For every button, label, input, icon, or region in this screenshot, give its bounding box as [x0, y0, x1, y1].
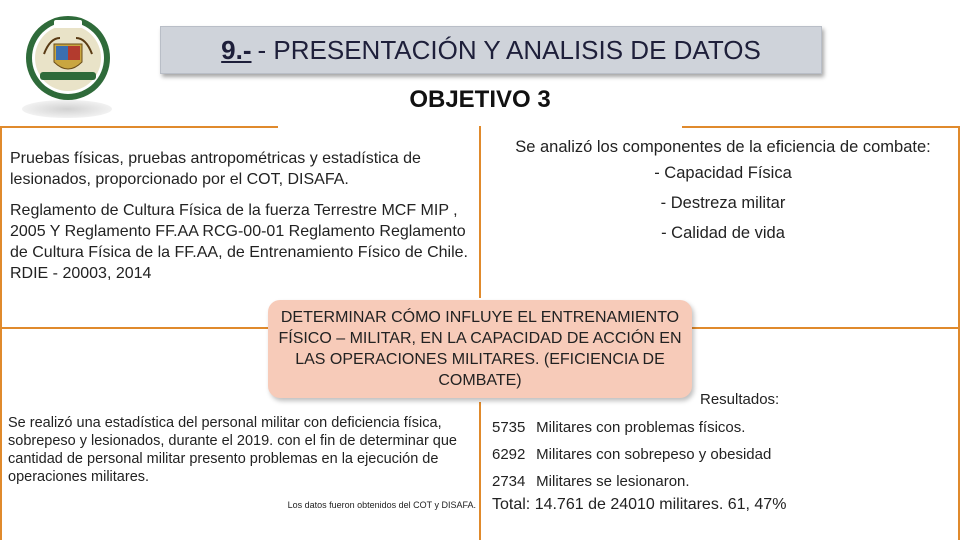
objective-center-box: [268, 300, 692, 398]
frame-top-right-line: [682, 126, 960, 128]
result-text: Militares se lesionaron.: [536, 473, 690, 490]
result-number: 5735: [492, 419, 526, 436]
frame-middle-left-line: [0, 327, 268, 329]
component-item: - Calidad de vida: [661, 224, 785, 242]
component-item: - Capacidad Física: [654, 164, 792, 182]
result-text: Militares con sobrepeso y obesidad: [536, 446, 772, 463]
section-title: - PRESENTACIÓN Y ANALISIS DE DATOS: [257, 34, 761, 65]
data-sources-paragraph: Pruebas físicas, pruebas antropométricas y estadística de lesionados, proporcionado por el COT, DISAFA.: [10, 150, 421, 188]
result-row: [492, 414, 952, 441]
component-item: - Destreza militar: [660, 194, 786, 212]
result-number: 2734: [492, 473, 526, 490]
objective-statement: DETERMINAR CÓMO INFLUYE EL ENTRENAMIENTO FÍSICO – MILITAR, EN LA CAPACIDAD DE ACCIÓN EN LAS OPERACIONES MILITARES. (EFICIENCIA DE COMBATE): [278, 309, 682, 389]
frame-middle-right-line: [692, 327, 960, 329]
results-label: Resultados:: [700, 391, 780, 408]
result-text: Militares con problemas físicos.: [536, 419, 746, 436]
regulations-paragraph: Reglamento de Cultura Física de la fuerza Terrestre MCF MIP , 2005 Y Reglamento FF.AA RCG-00-01 Reglamento Reglamento de Cultura Física de la FF.AA, de Entrenamiento Físico de Chile. RDIE - 20003, 2014: [10, 202, 468, 282]
combat-efficiency-components: [488, 136, 958, 248]
frame-top-left-line: [0, 126, 278, 128]
result-row: [492, 468, 952, 495]
components-intro: Se analizó los componentes de la eficiencia de combate:: [515, 138, 931, 156]
results-list: [492, 414, 952, 495]
frame-left-edge: [0, 126, 2, 540]
objective-heading: OBJETIVO 3: [409, 86, 551, 113]
results-total: Total: 14.761 de 24010 militares. 61, 47%: [492, 496, 787, 513]
statistics-description: Se realizó una estadística del personal militar con deficiencia física, sobrepeso y lesionados, durante el 2019. con el fin de determinar que cantidad de personal militar presento problemas en la ejecución de operaciones militares.: [8, 415, 457, 485]
result-row: [492, 441, 952, 468]
data-source-note: Los datos fueron obtenidos del COT y DISAFA.: [287, 500, 476, 510]
section-number: 9.-: [221, 34, 252, 65]
frame-center-vertical-bottom: [479, 402, 481, 540]
result-number: 6292: [492, 446, 526, 463]
title-banner: [160, 26, 822, 74]
